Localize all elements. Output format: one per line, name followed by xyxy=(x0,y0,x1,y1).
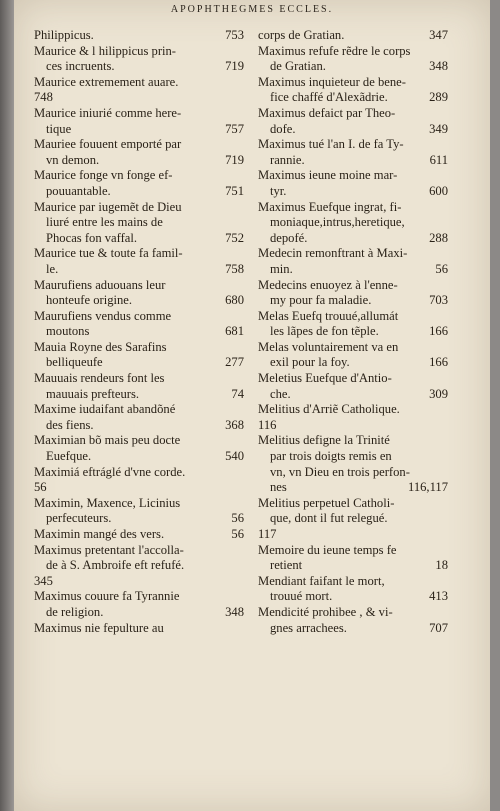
index-entry-text: Maximus couure fa Tyrannie xyxy=(34,589,180,604)
index-entry xyxy=(258,28,450,44)
index-entry-text: Mendicité prohibee , & vi- xyxy=(258,604,393,619)
index-entry-text: Maximus pretentant l'accolla- xyxy=(34,542,184,557)
index-entry-text: Mauia Royne des Sarafins xyxy=(34,339,167,354)
index-entry-text: Maurice & l hilippicus prin- xyxy=(34,43,176,58)
index-entry-text: 611 rannie. xyxy=(270,152,448,167)
index-entry xyxy=(258,402,450,433)
index-entry-text: 752 Phocas fon vaffal. xyxy=(46,230,244,245)
index-entry-text: Meletius Euefque d'Antio- xyxy=(258,371,392,386)
index-entry-text: 681 moutons xyxy=(46,324,244,339)
page-reference: 348 xyxy=(429,59,448,74)
index-entry xyxy=(34,168,246,199)
index-entry-text: Maurice iniurié comme here- xyxy=(34,105,182,120)
index-entry xyxy=(258,309,450,340)
index-entry-text: Maximin, Maxence, Licinius xyxy=(34,495,181,510)
page-reference: 348 xyxy=(225,604,244,619)
page-reference: 345 xyxy=(34,573,53,588)
index-entry-text: moniaque,intrus,heretique, xyxy=(270,215,405,230)
index-entry-text: 707 gnes arrachees. xyxy=(270,620,448,635)
index-entry-text: 349 dofe. xyxy=(270,121,448,136)
index-entry-text: Maximus inquieteur de bene- xyxy=(258,74,406,89)
index-entry-text: 309 che. xyxy=(270,386,448,401)
index-entry xyxy=(258,200,450,247)
index-entry-text: Mauriee fouuent emporté par xyxy=(34,137,182,152)
index-entry-text: Maximus refufe rẽdre le corps xyxy=(258,43,411,58)
index-entry xyxy=(34,106,246,137)
page-reference: 166 xyxy=(429,324,448,339)
index-entry-text: 753 Philippicus. xyxy=(34,28,244,42)
index-entry-text: 758 le. xyxy=(46,261,244,276)
index-entry-text: Melas Euefq trouué,allumát xyxy=(258,308,399,323)
page-reference: 751 xyxy=(225,183,244,198)
index-entry xyxy=(258,137,450,168)
index-entry-text: 751 pouuantable. xyxy=(46,183,244,198)
page-reference: 56 xyxy=(231,511,244,526)
index-entry-text: Maurufiens vendus comme xyxy=(34,308,172,323)
index-entry xyxy=(258,496,450,543)
page-reference: 748 xyxy=(34,90,53,105)
index-entry-text: vn, vn Dieu en trois perfon- xyxy=(270,464,410,479)
index-entry xyxy=(34,496,246,527)
index-entry-text: Maximus tué l'an I. de fa Ty- xyxy=(258,137,404,152)
index-entry xyxy=(34,28,246,44)
index-entry-text: Melitius d'Arriẽ Catholique. xyxy=(258,402,400,417)
index-entry xyxy=(34,371,246,402)
page-reference: 309 xyxy=(429,386,448,401)
index-entry-text: Maximus defaict par Theo- xyxy=(258,105,396,120)
index-entry-text: Maximus ieune moine mar- xyxy=(258,168,398,183)
index-entry-text: Maurice par iugemẽt de Dieu xyxy=(34,199,182,214)
page-reference: 757 xyxy=(225,121,244,136)
book-gutter xyxy=(0,0,14,811)
index-entry xyxy=(258,605,450,636)
index-entry-text: 277 belliqueufe xyxy=(46,355,244,370)
index-entry-text: 368 des fiens. xyxy=(46,417,244,432)
page-reference: 681 xyxy=(225,324,244,339)
index-entry-text: par trois doigts remis en xyxy=(270,449,392,464)
index-entry xyxy=(34,246,246,277)
index-entry-text: 74 mauuais prefteurs. xyxy=(46,386,244,401)
index-entry xyxy=(34,465,246,496)
index-entry-text: 680 honteufe origine. xyxy=(46,293,244,308)
page-reference: 753 xyxy=(225,28,244,42)
index-entry-text: 56 Maximin mangé des vers. xyxy=(34,527,244,541)
index-entry-text: 288 depofé. xyxy=(270,230,448,245)
index-entry xyxy=(34,137,246,168)
index-entry xyxy=(258,433,450,495)
index-entry-text: Maximus Euefque ingrat, fi- xyxy=(258,199,402,214)
index-entry xyxy=(258,278,450,309)
index-entry-text: 166 exil pour la foy. xyxy=(270,355,448,370)
page-reference: 56 xyxy=(435,261,448,276)
index-entry-text: 413 trouué mort. xyxy=(270,589,448,604)
index-entry xyxy=(258,574,450,605)
page-reference: 600 xyxy=(429,183,448,198)
book-page xyxy=(14,0,490,811)
page-reference: 116,117 xyxy=(408,480,448,495)
page-reference: 611 xyxy=(429,152,448,167)
index-entry xyxy=(258,44,450,75)
index-entry-text: Medecins enuoyez à l'enne- xyxy=(258,277,398,292)
page-reference: 758 xyxy=(225,261,244,276)
page-reference: 540 xyxy=(225,449,244,464)
index-entry xyxy=(34,527,246,543)
page-reference: 752 xyxy=(225,230,244,245)
index-entry xyxy=(258,106,450,137)
index-entry-text: 56 min. xyxy=(270,261,448,276)
index-entry-text: Memoire du ieune temps fe xyxy=(258,542,397,557)
index-entry xyxy=(258,75,450,106)
index-entry-text: 56 perfecuteurs. xyxy=(46,511,244,526)
index-entry xyxy=(258,340,450,371)
index-entry xyxy=(258,371,450,402)
index-entry-text: Maurice fonge vn fonge ef- xyxy=(34,168,173,183)
index-entry-text: Maximian bõ mais peu docte xyxy=(34,433,181,448)
index-entry-text: Maximiá eftráglé d'vne corde. xyxy=(34,464,186,479)
index-entry xyxy=(258,543,450,574)
index-entry xyxy=(34,621,246,637)
index-entry-text: 703 my pour fa maladie. xyxy=(270,293,448,308)
page-reference: 56 xyxy=(231,527,244,541)
page-reference: 680 xyxy=(225,293,244,308)
page-reference: 289 xyxy=(429,90,448,105)
index-entry-text: de à S. Ambroife eft refufé. xyxy=(46,558,185,573)
index-entry-text: liuré entre les mains de xyxy=(46,215,163,230)
index-entry-text: Mendiant faifant le mort, xyxy=(258,573,385,588)
index-entry xyxy=(34,44,246,75)
page-reference: 349 xyxy=(429,121,448,136)
index-entry xyxy=(258,168,450,199)
index-entry xyxy=(34,543,246,590)
index-entry-text: Melas voluntairement va en xyxy=(258,339,399,354)
index-entry-text: 348 de religion. xyxy=(46,604,244,619)
index-entry-text: Maurice extremement auare. xyxy=(34,74,179,89)
page-reference: 18 xyxy=(435,558,448,573)
index-entry-text: 757 tique xyxy=(46,121,244,136)
index-entry-text: 18 retient xyxy=(270,558,448,573)
index-entry-text: 540 Euefque. xyxy=(46,449,244,464)
index-entry xyxy=(34,433,246,464)
page-reference: 74 xyxy=(231,386,244,401)
index-entry-text: Maurice tue & toute fa famil- xyxy=(34,246,183,261)
page-reference: 116 xyxy=(258,417,277,432)
index-entry xyxy=(34,340,246,371)
index-column-right xyxy=(258,28,450,636)
index-entry-text: 166 les lãpes de fon tẽple. xyxy=(270,324,448,339)
page-reference: 719 xyxy=(225,59,244,74)
index-entry-text: Maurufiens aduouans leur xyxy=(34,277,166,292)
index-entry-text: 600 tyr. xyxy=(270,183,448,198)
page-reference: 166 xyxy=(429,355,448,370)
index-entry-text: 116,117 nes xyxy=(270,480,448,495)
index-entry xyxy=(34,278,246,309)
page-reference: 719 xyxy=(225,152,244,167)
index-entry xyxy=(34,589,246,620)
index-entry-text: que, dont il fut relegué. xyxy=(270,511,388,526)
index-entry-text: 347 corps de Gratian. xyxy=(258,28,448,42)
index-entry xyxy=(258,246,450,277)
index-entry-text: Melitius perpetuel Catholi- xyxy=(258,495,395,510)
index-entry-text: Maxime iudaifant abandõné xyxy=(34,402,176,417)
page-reference: 277 xyxy=(225,355,244,370)
page-reference: 707 xyxy=(429,620,448,635)
page-reference: 347 xyxy=(429,28,448,42)
index-entry-text: Medecin remonftrant à Maxi- xyxy=(258,246,408,261)
page-reference: 703 xyxy=(429,293,448,308)
index-entry-text: 289 fice chaffé d'Alexãdrie. xyxy=(270,90,448,105)
page-reference: 117 xyxy=(258,527,277,541)
running-header: APOPHTHEGMES ECCLES. xyxy=(170,4,334,15)
page-reference: 56 xyxy=(34,480,47,495)
page-reference: 288 xyxy=(429,230,448,245)
index-entry-text: 719 vn demon. xyxy=(46,152,244,167)
page-reference: 368 xyxy=(225,417,244,432)
index-entry-text: 348 de Gratian. xyxy=(270,59,448,74)
index-entry-text: Mauuais rendeurs font les xyxy=(34,371,165,386)
index-entry xyxy=(34,402,246,433)
index-entry xyxy=(34,200,246,247)
index-column-left xyxy=(34,28,246,636)
index-entry xyxy=(34,75,246,106)
index-entry-text: 719 ces incruents. xyxy=(46,59,244,74)
index-entry-text: Maximus nie fepulture au xyxy=(34,620,164,635)
index-entry-text: Melitius defigne la Trinité xyxy=(258,433,390,448)
page-reference: 413 xyxy=(429,589,448,604)
index-entry xyxy=(34,309,246,340)
